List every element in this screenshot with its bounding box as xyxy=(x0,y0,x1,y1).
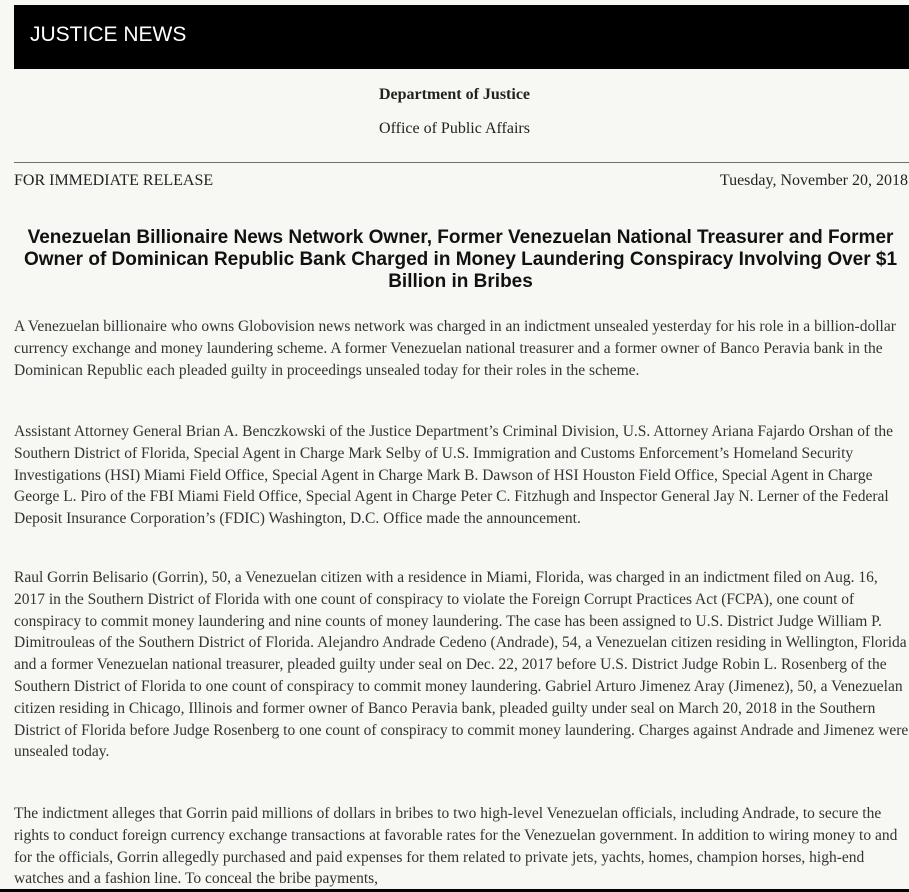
office-subheading: Office of Public Affairs xyxy=(379,120,530,137)
justice-news-banner xyxy=(14,5,909,69)
article-paragraph: A Venezuelan billionaire who owns Globovision news network was charged in an indictment unsealed yesterday for his role in a billion-dollar currency exchange and money laundering scheme. A former Venezuelan national treasurer and a former owner of Banco Peravia bank in the Dominican Republic each pleaded guilty in proceedings unsealed today for their roles in the scheme. xyxy=(14,318,896,379)
article-paragraph: Assistant Attorney General Brian A. Benczkowski of the Justice Department’s Criminal Division, U.S. Attorney Ariana Fajardo Orshan of the Southern District of Florida, Special Agent in Charge Mark Selby of U.S. Immigration and Customs Enforcement’s Homeland Security Investigations (HSI) Miami Field Office, Special Agent in Charge Mark B. Dawson of HSI Houston Field Office, Special Agent in Charge George L. Piro of the FBI Miami Field Office, Special Agent in Charge Peter C. Fitzhugh and Inspector General Jay N. Lerner of the Federal Deposit Insurance Corporation’s (FDIC) Washington, D.C. Office made the announcement. xyxy=(14,423,894,528)
banner-title: JUSTICE NEWS xyxy=(30,23,187,46)
article-paragraph: Raul Gorrin Belisario (Gorrin), 50, a Venezuelan citizen with a residence in Miami, Florida, was charged in an indictment filed on Aug. 16, 2017 in the Southern District of Florida with one count of conspiracy to violate the Foreign Corrupt Practices Act (FCPA), one count of conspiracy to commit money laundering and nine counts of money laundering. The case has been assigned to U.S. District Judge William P. Dimitrouleas of the Southern District of Florida. Alejandro Andrade Cedeno (Andrade), 54, a Venezuelan citizen residing in Wellington, Florida and a former Venezuelan national treasurer, pleaded guilty under seal on Dec. 22, 2017 before U.S. District Judge Robin L. Rosenberg of the Southern District of Florida to one count of conspiracy to commit money laundering. Gabriel Arturo Jimenez Aray (Jimenez), 50, a Venezuelan citizen residing in Chicago, Illinois and former owner of Banco Peravia bank, pleaded guilty under seal on March 20, 2018 in the Southern District of Florida before Judge Rosenberg to one count of conspiracy to commit money laundering. Charges against Andrade and Jimenez were unsealed today. xyxy=(14,569,909,761)
header-divider xyxy=(14,162,909,163)
release-label: FOR IMMEDIATE RELEASE xyxy=(14,172,214,189)
article-paragraph: The indictment alleges that Gorrin paid millions of dollars in bribes to two high-level Venezuelan officials, including Andrade, to secure the rights to conduct foreign currency exchange transactions at favorable rates for the Venezuelan government. In addition to wiring money to and for the officials, Gorrin allegedly purchased and paid expenses for them related to private jets, yachts, homes, champion horses, high-end watches and a fashion line. To conceal the bribe payments, xyxy=(14,805,898,888)
article-headline: Venezuelan Billionaire News Network Owner, Former Venezuelan National Treasurer and Former Owner of Dominican Republic Bank Charged in Money Laundering Conspiracy Involving Over $1 Billion in Bribes xyxy=(23,227,898,292)
department-heading: Department of Justice xyxy=(378,86,531,103)
release-date: Tuesday, November 20, 2018 xyxy=(719,172,908,189)
